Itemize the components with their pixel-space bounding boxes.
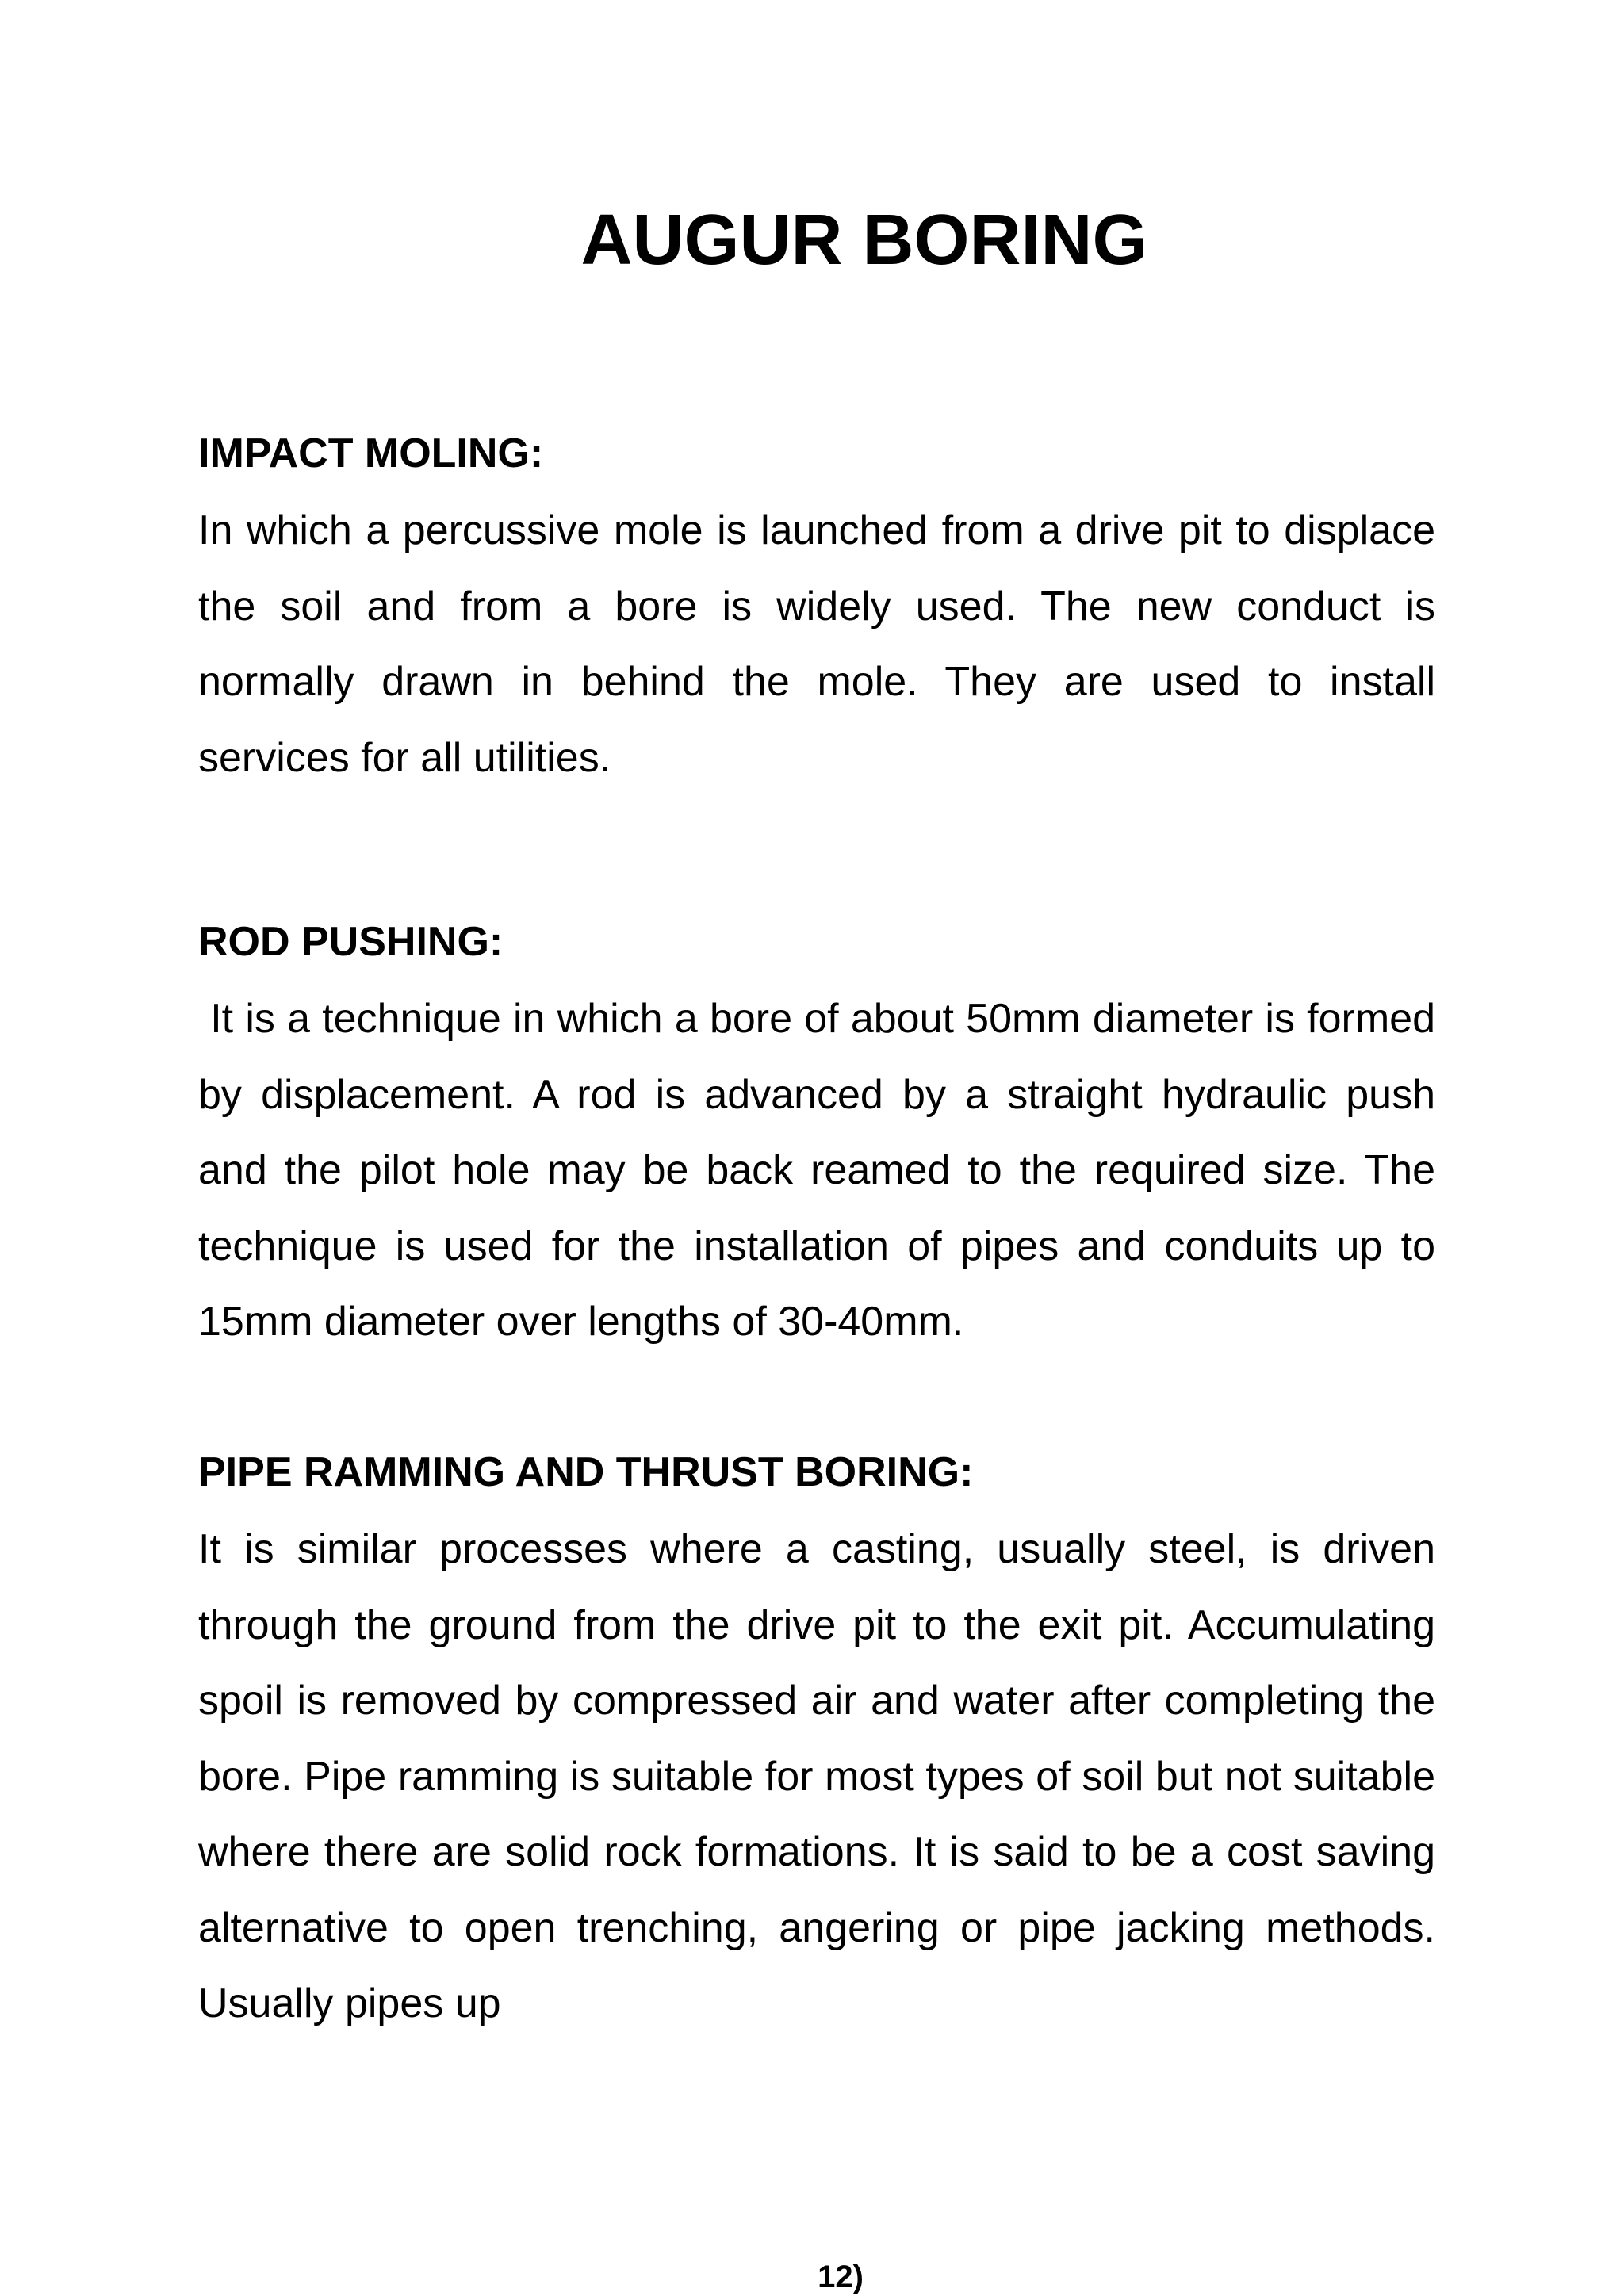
- section-heading: PIPE RAMMING AND THRUST BORING:: [198, 1449, 974, 1495]
- section-heading: IMPACT MOLING:: [198, 430, 544, 476]
- section-impact-moling: [198, 414, 1435, 796]
- section-heading: ROD PUSHING:: [198, 919, 504, 965]
- section-body: It is similar processes where a casting, usually steel, is driven through the ground from the drive pit to the exit pit. Accumulating spoil is removed by compressed air and water after completing the bore. Pipe ramming is suitable for most types of soil but not suitable where there are solid rock formations. It is said to be a cost saving alternative to open trenching, angering or pipe jacking methods. Usually pipes up: [198, 1526, 1435, 2026]
- section-rod-pushing: [198, 902, 1435, 1360]
- section-body: It is a technique in which a bore of about 50mm diameter is formed by displacement. A rod is advanced by a straight hydraulic push and the pilot hole may be back reamed to the required size. The technique is used for the installation of pipes and conduits up to 15mm diameter over lengths of 30-40mm.: [198, 996, 1435, 1345]
- section-pipe-ramming: [198, 1433, 1435, 2042]
- page-title: AUGUR BORING: [580, 201, 1148, 280]
- page-number: 12): [818, 2260, 864, 2294]
- section-body: In which a percussive mole is launched from a drive pit to displace the soil and from a bore is widely used. The new conduct is normally drawn in behind the mole. They are used to install services for all utilities.: [198, 507, 1435, 781]
